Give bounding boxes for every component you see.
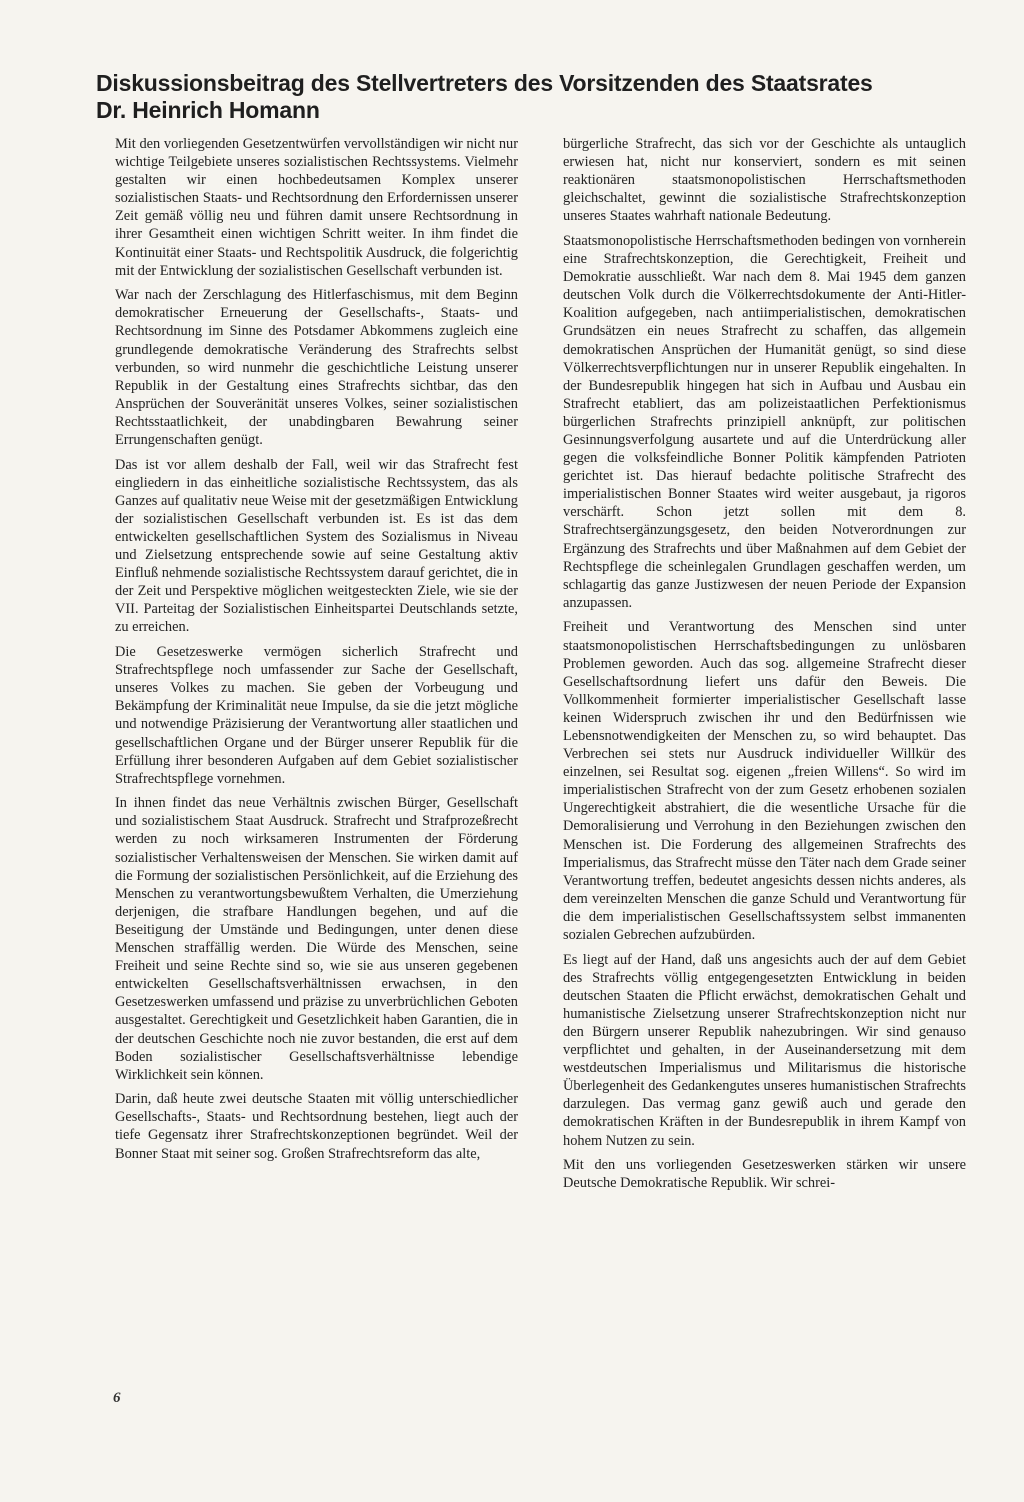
- paragraph: Darin, daß heute zwei deutsche Staaten mit völlig unterschiedlicher Gesellschafts-, Staats- und Rechtsordnung bestehen, liegt auch der tiefe Gegensatz ihrer Strafrechtskonzeptionen begründet. Weil der Bonner Staat mit seiner sog. Großen Strafrechtsreform das alte,: [115, 1091, 518, 1162]
- title-line-2: Dr. Heinrich Homann: [96, 97, 320, 123]
- left-column: [115, 135, 518, 1169]
- paragraph: Die Gesetzeswerke vermögen sicherlich Strafrecht und Strafrechtspflege noch umfassender zur Sache der Gesellschaft, unseres Volkes zu machen. Sie geben der Vorbeugung und Bekämpfung der Kriminalität neue Impulse, da sie die jetzt mögliche und notwendige Präzisierung der Verantwortung aller staatlichen und gesellschaftlichen Organe und der Bürger unserer Republik für die Erfüllung ihrer besonderen Aufgaben auf dem Gebiet sozialistischer Strafrechtspflege vornehmen.: [115, 644, 518, 787]
- paragraph: Mit den uns vorliegenden Gesetzeswerken stärken wir unsere Deutsche Demokratische Republik. Wir schrei-: [563, 1157, 966, 1192]
- paragraph: War nach der Zerschlagung des Hitlerfaschismus, mit dem Beginn demokratischer Erneuerung der Gesellschafts-, Staats- und Rechtsordnung im Sinne des Potsdamer Abkommens zugleich eine grundlegende demokratische Veränderung des Strafrechts selbst verbunden, so wird nunmehr die geschichtliche Leistung unserer Republik in der Gestaltung eines Strafrechts sichtbar, das den Ansprüchen der Souveränität unseres Volkes, seiner sozialistischen Rechtsstaatlichkeit, der unabdingbaren Bewahrung seiner Errungenschaften genügt.: [115, 287, 518, 448]
- paragraph: Freiheit und Verantwortung des Menschen sind unter staatsmonopolistischen Herrschaftsbedingungen zu unlösbaren Problemen geworden. Auch das sog. allgemeine Strafrecht dieser Gesellschaftsordnung liefert uns dafür den Beweis. Die Vollkommenheit formierter imperialistischer Gesellschaft lasse keinen Widerspruch zwischen ihr und den Bedürfnissen wie Lebensnotwendigkeiten der Menschen zu, so wird behauptet. Das Verbrechen sei stets nur Ausdruck individueller Willkür des einzelnen, sei Resultat sog. eigenen „freien Willens“. So wird im imperialistischen Strafrecht von der zum Gesetz erhobenen sozialen Ungerechtigkeit abstrahiert, die die wesentliche Ursache für die Demoralisierung und Verrohung in den Beziehungen zwischen den Menschen ist. Die Forderung des allgemeinen Strafrechts des Imperialismus, das Strafrecht müsse den Täter nach dem Grade seiner Verantwortung treffen, bedeutet angesichts dessen nichts anderes, als dem vereinzelten Menschen die ganze Schuld und Verantwortung für die dem imperialistischen Gesellschaftssystem selbst immanenten sozialen Gebrechen aufzubürden.: [563, 619, 966, 944]
- paragraph: Mit den vorliegenden Gesetzentwürfen vervollständigen wir nicht nur wichtige Teilgebiete unseres sozialistischen Rechtssystems. Vielmehr gestalten wir einen hochbedeutsamen Komplex unserer sozialistischen Staats- und Rechtsordnung den Erfordernissen unserer Zeit gemäß völlig neu und führen damit unsere Rechtsordnung in ihrer Gesamtheit einen wichtigen Schritt weiter. In ihm findet die Kontinuität einer Staats- und Rechtspolitik Ausdruck, die folgerichtig mit der Entwicklung der sozialistischen Gesellschaft verbunden ist.: [115, 136, 518, 279]
- paragraph: bürgerliche Strafrecht, das sich vor der Geschichte als untauglich erwiesen hat, nicht nur konserviert, sondern es mit seinen reaktionären staatsmonopolistischen Herrschaftsmethoden gleichschaltet, gewinnt die sozialistische Strafrechtskonzeption unseres Staates wahrhaft nationale Bedeutung.: [563, 136, 966, 225]
- page-number: 6: [113, 1390, 121, 1406]
- paragraph: Das ist vor allem deshalb der Fall, weil wir das Strafrecht fest eingliedern in das einheitliche sozialistische Rechtssystem, das als Ganzes auf qualitativ neue Weise mit der gesetzmäßigen Entwicklung der sozialistischen Gesellschaft verbunden ist. Es ist das dem entwickelten gesellschaftlichen System des Sozialismus in Niveau und Zielsetzung entsprechende sowie auf seine Gestaltung aktiv Einfluß nehmende sozialistische Rechtssystem darauf gerichtet, die in der Zeit und Perspektive möglichen weitgesteckten Ziele, wie sie der VII. Parteitag der Sozialistischen Einheitspartei Deutschlands setzte, zu erreichen.: [115, 456, 518, 636]
- right-column: [563, 135, 966, 1199]
- paragraph: Staatsmonopolistische Herrschaftsmethoden bedingen von vornherein eine Strafrechtskonzeption, die Gerechtigkeit, Freiheit und Demokratie ausschließt. War nach dem 8. Mai 1945 dem ganzen deutschen Volk durch die Völkerrechtsdokumente der Anti-Hitler-Koalition aufgegeben, nach antiimperialistischen, demokratischen Grundsätzen ein neues Strafrecht zu schaffen, das allgemein demokratischen Ansprüchen der Humanität genügt, so sind diese Völkerrechtsverpflichtungen nur in unserer Republik eingehalten. In der Bundesrepublik hingegen hat sich in Aufbau und Ausbau ein Strafrecht etabliert, das am polizeistaatlichen Perfektionismus bürgerlichen Strafrechts prinzipiell anknüpft, zur politischen Gesinnungsverfolgung ausartete und auf die Unterdrückung aller gegen die volksfeindliche Bonner Politik kämpfenden Patrioten gerichtet ist. Das hierauf bedachte politische Strafrecht des imperialistischen Bonner Staates wird weiter ausgebaut, ja rigoros verschärft. Schon jetzt sollen mit dem 8. Strafrechtsergänzungsgesetz, den beiden Notverordnungen zur Ergänzung des Strafrechts und über Maßnahmen auf dem Gebiet der Rechtspflege die scheinlegalen Grundlagen geschaffen werden, um schlagartig das ganze Justizwesen der neuen Periode der Expansion anzupassen.: [563, 232, 966, 611]
- paragraph: Es liegt auf der Hand, daß uns angesichts auch der auf dem Gebiet des Strafrechts völlig entgegengesetzten Entwicklung in beiden deutschen Staaten die Pflicht erwächst, demokratischen Gehalt und humanistische Zielsetzung unserer Strafrechtskonzeption nicht nur den Bürgern unserer Republik nahezubringen. Wir sind genauso verpflichtet und gehalten, in der Auseinandersetzung mit dem westdeutschen Imperialismus und Militarismus die historische Überlegenheit des Gedankengutes unseres humanistischen Strafrechts darzulegen. Das vermag ganz gewiß auch und gerade den demokratischen Kräften in der Bundesrepublik in ihrem Kampf von hohem Nutzen zu sein.: [563, 951, 966, 1149]
- title-line-1: Diskussionsbeitrag des Stellvertreters des Vorsitzenden des Staatsrates: [96, 70, 873, 96]
- paragraph: In ihnen findet das neue Verhältnis zwischen Bürger, Gesellschaft und sozialistischem Staat Ausdruck. Strafrecht und Strafprozeßrecht werden zu noch wirksameren Instrumenten der Förderung sozialistischer Verhaltensweisen der Menschen. Sie wirken damit auf die Formung der sozialistischen Persönlichkeit, auf die Erziehung des Menschen zu verantwortungsbewußtem Verhalten, die Umerziehung derjenigen, die strafbare Handlungen begehen, und auf die Beseitigung der Umstände und Bedingungen, unter denen diese Menschen straffällig werden. Die Würde des Menschen, seine Freiheit und seine Rechte sind so, wie sie aus unseren gegebenen entwickelten Gesellschaftsverhältnissen erwachsen, in den Gesetzeswerken umfassend und präzise zu unverbrüchlichen Geboten ausgestaltet. Gerechtigkeit und Gesetzlichkeit haben Garantien, die in der deutschen Geschichte noch nie zuvor bestanden, die erst auf dem Boden sozialistischer Gesellschaftsverhältnisse lebendige Wirklichkeit sein können.: [115, 795, 518, 1083]
- page-title: [96, 70, 966, 124]
